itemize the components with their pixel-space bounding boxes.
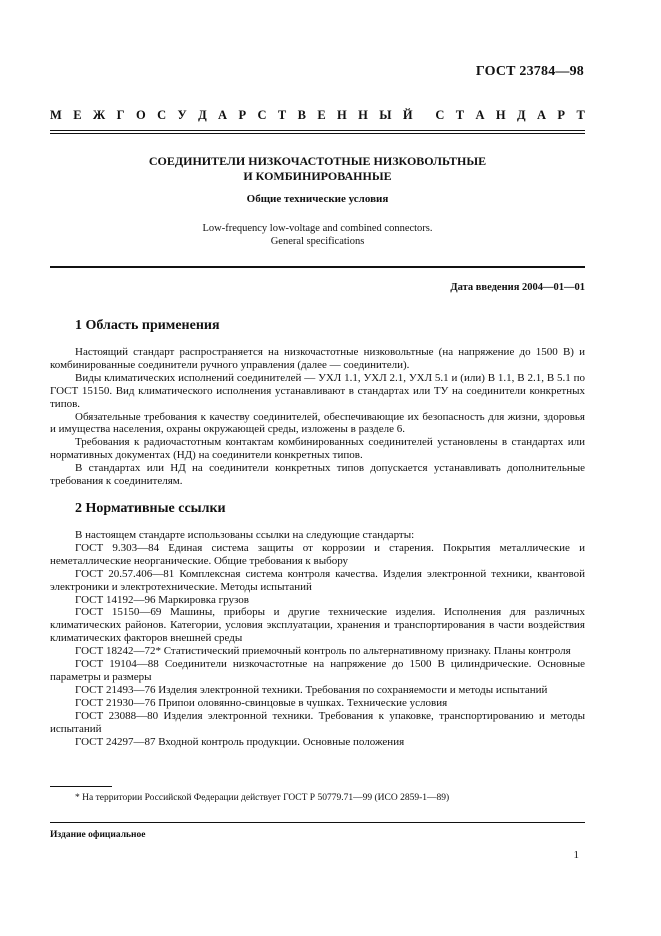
banner-letter: Й xyxy=(402,108,413,122)
reference-item: ГОСТ 19104—88 Соединители низкочастотные на напряжение до 1500 В цилиндрические. Основные параметры и размеры xyxy=(50,658,585,683)
banner-letter: А xyxy=(475,108,485,122)
reference-item: ГОСТ 18242—72* Статистический приемочный контроль по альтернативному признаку. Планы контроля xyxy=(75,645,571,658)
title-rule xyxy=(50,266,585,268)
banner-letter: М xyxy=(50,108,62,122)
reference-item: ГОСТ 21493—76 Изделия электронной техники. Требования по сохраняемости и методы испытаний xyxy=(75,683,548,696)
banner-letter: Ы xyxy=(379,108,392,122)
banner-letter: Р xyxy=(238,108,247,122)
banner-letter: Е xyxy=(73,108,82,122)
banner-letter: Г xyxy=(116,108,125,122)
reference-item: ГОСТ 20.57.406—81 Комплексная система контроля качества. Изделия электронной техники, квантовой электроники и электротехнические. Методы испытаний xyxy=(50,567,585,593)
banner-letter: Т xyxy=(576,108,585,122)
document-subtitle: Общие технические условия xyxy=(246,193,389,205)
reference-item: ГОСТ 14192—96 Маркировка грузов xyxy=(75,593,249,606)
banner-letter: С xyxy=(257,108,267,122)
banner-letter: В xyxy=(297,108,306,122)
banner-letter: О xyxy=(135,108,146,122)
page-number: 1 xyxy=(573,849,579,861)
banner-letter: Н xyxy=(495,108,506,122)
banner-letter: Ж xyxy=(92,108,106,122)
banner-rule-bottom xyxy=(50,133,585,134)
banner-letter: У xyxy=(177,108,187,122)
reference-item: ГОСТ 15150—69 Машины, приборы и другие технические изделия. Исполнения для различных климатических районов. Категории, условия эксплуатации, хранения и транспортирования в части воздействия климатических факторов внешней среды xyxy=(50,606,585,645)
paragraph: Обязательные требования к качеству соединителей, обеспечивающие их безопасность для жизни, здоровья и имущества населения, охраны окружающей среды, изложены в разделе 6. xyxy=(50,410,585,436)
section-2-body xyxy=(50,529,585,748)
reference-item: ГОСТ 9.303—84 Единая система защиты от коррозии и старения. Покрытия металлические и неметаллические неорганические. Общие требования к выбору xyxy=(50,541,585,567)
title-line-1: СОЕДИНИТЕЛИ НИЗКОЧАСТОТНЫЕ НИЗКОВОЛЬТНЫЕ xyxy=(148,154,487,168)
reference-item: ГОСТ 23088—80 Изделия электронной техники. Требования к упаковке, транспортированию и методы испытаний xyxy=(50,709,585,735)
reference-item: ГОСТ 21930—76 Припои оловянно-свинцовые в чушках. Технические условия xyxy=(75,696,448,709)
paragraph: Требования к радиочастотным контактам комбинированных соединителей установлены в стандартах или нормативных документах (НД) на соединители конкретных типов. xyxy=(50,436,585,462)
section-1-body xyxy=(50,346,585,488)
edition-label: Издание официальное xyxy=(50,830,146,840)
section-1-heading: 1 Область применения xyxy=(75,318,220,333)
banner-letter: Д xyxy=(517,108,526,122)
section-2-heading: 2 Нормативные ссылки xyxy=(75,501,226,516)
banner-letter: А xyxy=(218,108,228,122)
footnote: * На территории Российской Федерации действует ГОСТ Р 50779.71—99 (ИСО 2859-1—89) xyxy=(75,793,450,803)
introduction-date: Дата введения 2004—01—01 xyxy=(450,282,585,293)
document-number: ГОСТ 23784—98 xyxy=(475,64,584,79)
footnote-rule xyxy=(50,786,112,787)
banner-letter: Т xyxy=(455,108,465,122)
banner-letter: Н xyxy=(358,108,368,122)
standard-type-banner xyxy=(50,108,585,123)
banner-letter: Е xyxy=(317,108,326,122)
banner-letter: А xyxy=(537,108,547,122)
banner-letter: Р xyxy=(557,108,566,122)
reference-item: ГОСТ 24297—87 Входной контроль продукции. Основные положения xyxy=(75,735,405,748)
english-title xyxy=(50,222,585,248)
banner-letter: Т xyxy=(277,108,287,122)
paragraph: Виды климатических исполнений соединителей — УХЛ 1.1, УХЛ 2.1, УХЛ 5.1 и (или) В 1.1, В 2.1, В 5.1 по ГОСТ 15150. Вид климатического исполнения устанавливают в стандартах или ТУ на соединители конкретных типов. xyxy=(50,371,585,410)
banner-letter: С xyxy=(157,108,167,122)
document-title xyxy=(50,154,585,184)
english-title-line-1: Low-frequency low-voltage and combined connectors. xyxy=(202,223,433,234)
title-line-2: И КОМБИНИРОВАННЫЕ xyxy=(243,169,392,183)
banner-letter: С xyxy=(435,108,445,122)
banner-letter: Д xyxy=(198,108,207,122)
reference-item: В настоящем стандарте использованы ссылки на следующие стандарты: xyxy=(75,529,415,541)
paragraph: Настоящий стандарт распространяется на низкочастотные низковольтные (на напряжение до 1500 В) и комбинированные соединители ручного управления (далее — соединители). xyxy=(50,346,585,371)
banner-rule-top xyxy=(50,130,585,131)
banner-letter: Н xyxy=(337,108,347,122)
paragraph: В стандартах или НД на соединители конкретных типов допускается устанавливать дополнительные требования к соединителям. xyxy=(50,462,585,488)
edition-rule xyxy=(50,822,585,823)
english-title-line-2: General specifications xyxy=(270,236,365,247)
